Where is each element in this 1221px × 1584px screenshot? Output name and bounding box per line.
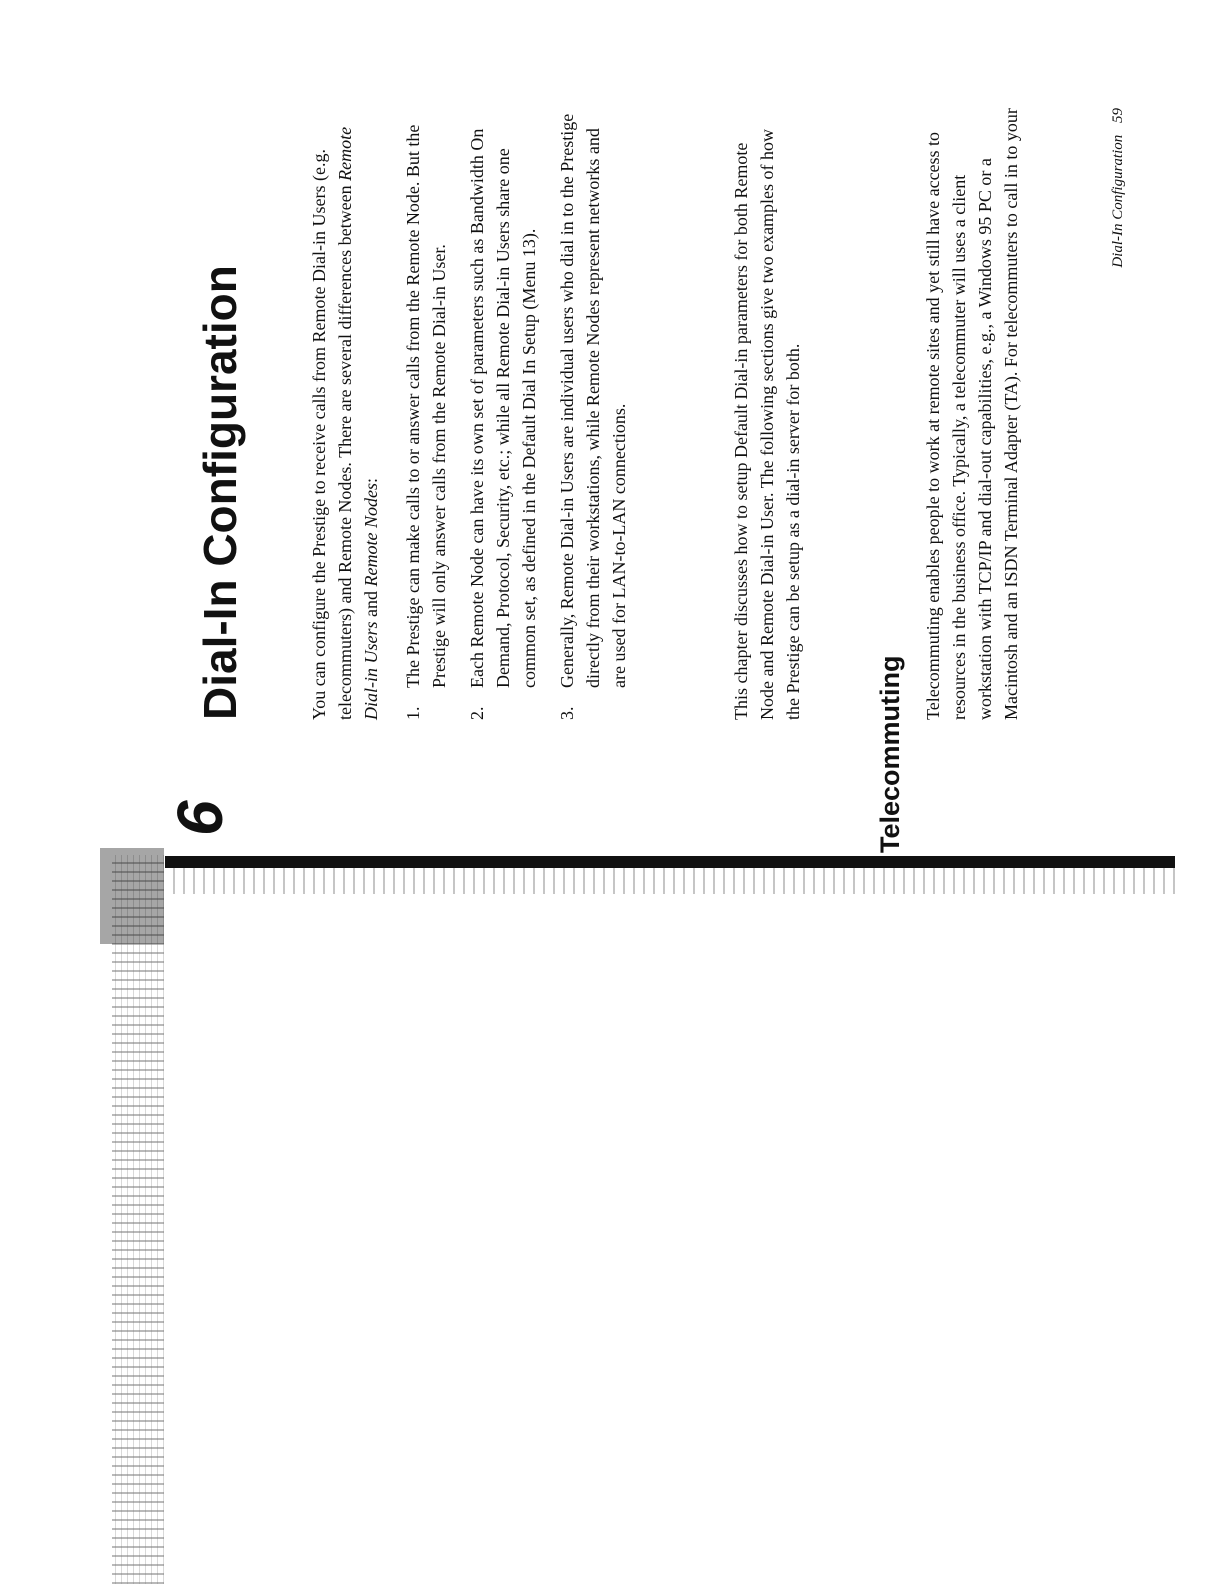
- numbered-list: [400, 108, 644, 720]
- chapter-number: 6: [164, 800, 236, 836]
- chapter-rule-top-end: [100, 848, 164, 944]
- intro-text-3: :: [361, 478, 381, 484]
- chapter-title: Dial-In Configuration: [194, 265, 246, 720]
- intro-term-nodes: Remote Nodes: [361, 483, 381, 587]
- list-number: 3.: [557, 706, 577, 720]
- chapter-rule-grain: [112, 855, 164, 1584]
- footer-page-number: 59: [1110, 108, 1126, 123]
- list-number: 1.: [403, 706, 423, 720]
- list-text: Generally, Remote Dial-in Users are individual users who dial in to the Prestige directly from their workstations, while Remote Nodes represent networks and are used for LAN-to-LAN connections.: [557, 113, 629, 688]
- list-number: 2.: [467, 706, 487, 720]
- list-item: [554, 108, 632, 720]
- chapter-rule: [165, 856, 1175, 868]
- section-heading: Telecommuting: [875, 655, 905, 853]
- list-item: [400, 108, 452, 720]
- chapter-rule-lower-grain: [165, 868, 1175, 894]
- closing-paragraph: This chapter discusses how to setup Default Dial-in parameters for both Remote Node and Remote Dial-in User. The following sections give two examples of how the Prestige can be setup as a dial-in server for both.: [731, 128, 803, 720]
- list-text: The Prestige can make calls to or answer calls from the Remote Node. But the Prestige will only answer calls from the Remote Dial-in User.: [403, 124, 449, 688]
- intro-text-2: and: [361, 586, 381, 622]
- intro-text-1: You can configure the Prestige to receive calls from Remote Dial-in Users (e.g. telecommuters) and Remote Nodes. There are several differences between: [309, 149, 355, 720]
- list-item: [464, 108, 542, 720]
- page-footer: [1106, 108, 1130, 354]
- footer-running-title: Dial-In Configuration: [1110, 134, 1126, 268]
- telecommuting-paragraph: Telecommuting enables people to work at remote sites and yet still have access to resources in the business office. Typically, a telecommuter will uses a client workstation with TCP/IP and dial-out capabilities, e.g., a Windows 95 PC or a Macintosh and an ISDN Terminal Adapter (TA). For telecommuters to call in to your: [923, 108, 1021, 720]
- intro-paragraph: [306, 108, 384, 720]
- intro-term-dialin: Remote Dial-in Users: [335, 126, 381, 720]
- list-text: Each Remote Node can have its own set of parameters such as Bandwidth On Demand, Protocol, Security, etc.; while all Remote Dial-in Users share one common set, as defined in the Default Dial In Setup (Menu 13).: [467, 128, 539, 688]
